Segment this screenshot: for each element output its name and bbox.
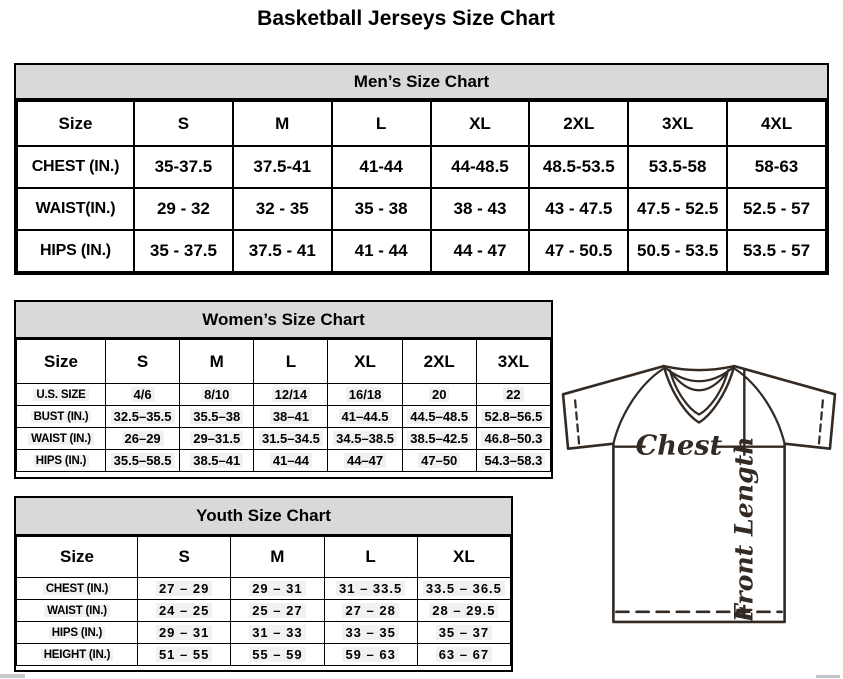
cell-value: 33 – 35: [342, 625, 398, 640]
value-cell: [402, 384, 476, 406]
size-header-cell: [17, 340, 106, 384]
value-cell: [231, 644, 324, 666]
value-cell: [324, 622, 417, 644]
column-header-cell: [431, 101, 530, 146]
size-header-cell: [17, 537, 138, 578]
table-row: [17, 644, 511, 666]
front-length-label: Front Length: [728, 436, 759, 623]
cell-value: 27 – 29: [156, 581, 212, 596]
cell-value: 51 – 55: [156, 647, 212, 662]
cell-value: 31 – 33: [249, 625, 305, 640]
row-label: WAIST(IN.): [35, 200, 116, 217]
row-label-cell: [17, 428, 106, 450]
column-header-label: S: [178, 547, 190, 566]
column-header-label: L: [375, 113, 387, 133]
cell-value: 4/6: [131, 387, 155, 402]
row-label-cell: [17, 600, 138, 622]
value-cell: [106, 428, 180, 450]
cell-value: 20: [429, 387, 449, 402]
cell-value: 8/10: [201, 387, 232, 402]
column-header-label: M: [275, 113, 290, 133]
cell-value: 59 – 63: [342, 647, 398, 662]
value-cell: [529, 146, 628, 188]
cell-value: 25 – 27: [249, 603, 305, 618]
value-cell: [138, 578, 231, 600]
cell-value: 58-63: [754, 157, 799, 176]
cell-value: 16/18: [346, 387, 385, 402]
cell-value: 28 – 29.5: [429, 603, 498, 618]
cell-value: 48.5-53.5: [542, 157, 615, 176]
womens-table-grid: [16, 339, 551, 472]
header-row: [17, 101, 826, 146]
cell-value: 44–47: [344, 453, 386, 468]
cell-value: 27 – 28: [342, 603, 398, 618]
cell-value: 41–44.5: [339, 409, 392, 424]
value-cell: [476, 406, 550, 428]
table-row: [17, 406, 551, 428]
value-cell: [328, 384, 402, 406]
cell-value: 38–41: [270, 409, 312, 424]
cell-value: 12/14: [272, 387, 311, 402]
value-cell: [417, 600, 510, 622]
cell-value: 35 – 37: [436, 625, 492, 640]
cell-value: 41 - 44: [354, 241, 408, 260]
table-row: [17, 188, 826, 230]
cell-value: 31 – 33.5: [336, 581, 405, 596]
value-cell: [476, 384, 550, 406]
column-header-cell: [138, 537, 231, 578]
column-header-label: 3XL: [497, 351, 529, 371]
value-cell: [431, 146, 530, 188]
value-cell: [628, 188, 727, 230]
value-cell: [138, 600, 231, 622]
column-header-label: XL: [469, 113, 491, 133]
column-header-label: 2XL: [563, 113, 595, 133]
cell-value: 44 - 47: [453, 241, 507, 260]
column-header-label: 2XL: [423, 351, 455, 371]
table-row: [17, 600, 511, 622]
column-header-label: 3XL: [662, 113, 694, 133]
value-cell: [233, 230, 332, 272]
jersey-measurement-diagram: [558, 356, 840, 628]
cell-value: 32 - 35: [255, 199, 309, 218]
value-cell: [417, 644, 510, 666]
value-cell: [328, 428, 402, 450]
jersey-diagram-svg: [558, 356, 840, 628]
size-header-cell: [17, 101, 134, 146]
column-header-label: S: [177, 113, 190, 133]
right-armhole-seam: [735, 369, 784, 444]
table-row: [17, 450, 551, 472]
column-header-label: M: [209, 351, 224, 371]
cell-value: 38.5–41: [190, 453, 243, 468]
value-cell: [417, 578, 510, 600]
value-cell: [529, 230, 628, 272]
row-label-cell: [17, 188, 134, 230]
row-label: HIPS (IN.): [33, 455, 89, 467]
value-cell: [529, 188, 628, 230]
column-header-label: Size: [43, 351, 79, 371]
table-row: [17, 384, 551, 406]
value-cell: [476, 428, 550, 450]
value-cell: [431, 188, 530, 230]
column-header-cell: [134, 101, 233, 146]
cell-value: 44-48.5: [451, 157, 509, 176]
value-cell: [180, 406, 254, 428]
mens-table-grid: [16, 100, 827, 273]
cell-value: 35-37.5: [154, 157, 213, 176]
value-cell: [628, 146, 727, 188]
row-label: HIPS (IN.): [40, 242, 111, 259]
jersey-outline: [563, 366, 835, 622]
cell-value: 38 - 43: [453, 199, 507, 218]
cell-value: 37.5 - 41: [248, 241, 316, 260]
youth-table-title: Youth Size Chart: [16, 498, 511, 536]
cell-value: 50.5 - 53.5: [637, 241, 719, 260]
cell-value: 43 - 47.5: [545, 199, 613, 218]
value-cell: [324, 578, 417, 600]
value-cell: [134, 146, 233, 188]
value-cell: [402, 450, 476, 472]
row-label-cell: [17, 384, 106, 406]
cell-value: 29 - 32: [156, 199, 210, 218]
row-label: BUST (IN.): [31, 411, 92, 423]
value-cell: [138, 644, 231, 666]
cell-value: 54.3–58.3: [481, 453, 545, 468]
cell-value: 53.5-58: [648, 157, 707, 176]
cell-value: 29 – 31: [249, 581, 305, 596]
row-label-cell: [17, 622, 138, 644]
cell-value: 35.5–38: [190, 409, 243, 424]
value-cell: [402, 406, 476, 428]
row-label: HIPS (IN.): [49, 627, 105, 639]
value-cell: [332, 146, 431, 188]
column-header-label: XL: [453, 547, 475, 566]
value-cell: [254, 406, 328, 428]
cell-value: 52.8–56.5: [481, 409, 545, 424]
page-title: Basketball Jerseys Size Chart: [257, 7, 555, 30]
cell-value: 31.5–34.5: [259, 431, 323, 446]
cell-value: 26–29: [122, 431, 164, 446]
value-cell: [231, 600, 324, 622]
mens-table-title: Men’s Size Chart: [16, 65, 827, 100]
column-header-label: M: [270, 547, 285, 566]
value-cell: [328, 450, 402, 472]
table-row: [17, 578, 511, 600]
row-label-cell: [17, 450, 106, 472]
right-cuff-dashed-line: [819, 400, 823, 444]
row-label-cell: [17, 406, 106, 428]
cell-value: 41-44: [359, 157, 403, 176]
cell-value: 37.5-41: [253, 157, 312, 176]
header-row: [17, 340, 551, 384]
value-cell: [106, 406, 180, 428]
value-cell: [254, 428, 328, 450]
column-header-label: XL: [354, 351, 376, 371]
cell-value: 32.5–35.5: [111, 409, 175, 424]
column-header-label: L: [365, 547, 376, 566]
row-label-cell: [17, 230, 134, 272]
column-header-cell: [628, 101, 727, 146]
value-cell: [727, 188, 826, 230]
row-label: HEIGHT (IN.): [41, 649, 114, 661]
row-label: CHEST (IN.): [43, 583, 111, 595]
table-row: [17, 622, 511, 644]
column-header-cell: [476, 340, 550, 384]
value-cell: [402, 428, 476, 450]
cell-value: 44.5–48.5: [407, 409, 471, 424]
value-cell: [628, 230, 727, 272]
value-cell: [233, 146, 332, 188]
value-cell: [106, 384, 180, 406]
column-header-label: Size: [58, 113, 93, 133]
value-cell: [231, 622, 324, 644]
womens-size-table: [14, 300, 553, 479]
value-cell: [138, 622, 231, 644]
value-cell: [233, 188, 332, 230]
cell-value: 41–44: [270, 453, 312, 468]
column-header-cell: [328, 340, 402, 384]
cell-value: 46.8–50.3: [481, 431, 545, 446]
table-row: [17, 146, 826, 188]
column-header-cell: [231, 537, 324, 578]
column-header-label: Size: [59, 547, 95, 566]
cell-value: 55 – 59: [249, 647, 305, 662]
value-cell: [180, 450, 254, 472]
value-cell: [328, 406, 402, 428]
column-header-label: L: [285, 351, 297, 371]
column-header-cell: [233, 101, 332, 146]
column-header-cell: [332, 101, 431, 146]
value-cell: [727, 146, 826, 188]
value-cell: [332, 230, 431, 272]
cell-value: 53.5 - 57: [742, 241, 811, 260]
womens-table-title: Women’s Size Chart: [16, 302, 551, 339]
row-label-cell: [17, 644, 138, 666]
cell-value: 34.5–38.5: [333, 431, 397, 446]
value-cell: [106, 450, 180, 472]
column-header-cell: [324, 537, 417, 578]
cell-value: 24 – 25: [156, 603, 212, 618]
header-row: [17, 537, 511, 578]
cell-value: 35.5–58.5: [111, 453, 175, 468]
mens-size-table: [14, 63, 829, 275]
value-cell: [134, 188, 233, 230]
chest-label: Chest: [635, 429, 723, 462]
value-cell: [254, 384, 328, 406]
column-header-label: 4XL: [760, 113, 793, 133]
value-cell: [431, 230, 530, 272]
column-header-label: S: [136, 351, 149, 371]
value-cell: [727, 230, 826, 272]
value-cell: [417, 622, 510, 644]
table-row: [17, 230, 826, 272]
cropped-fragment-right: [816, 675, 840, 678]
column-header-cell: [106, 340, 180, 384]
cell-value: 63 – 67: [436, 647, 492, 662]
column-header-cell: [417, 537, 510, 578]
value-cell: [476, 450, 550, 472]
column-header-cell: [402, 340, 476, 384]
row-label-cell: [17, 578, 138, 600]
value-cell: [231, 578, 324, 600]
column-header-cell: [529, 101, 628, 146]
cell-value: 33.5 – 36.5: [423, 581, 505, 596]
cell-value: 35 - 38: [354, 199, 408, 218]
column-header-cell: [180, 340, 254, 384]
row-label: CHEST (IN.): [31, 158, 120, 175]
cell-value: 47.5 - 52.5: [637, 199, 719, 218]
value-cell: [254, 450, 328, 472]
value-cell: [180, 384, 254, 406]
youth-table-grid: [16, 536, 511, 666]
row-label: WAIST (IN.): [44, 605, 110, 617]
cell-value: 22: [503, 387, 523, 402]
value-cell: [324, 600, 417, 622]
value-cell: [332, 188, 431, 230]
collar-top-edge: [664, 366, 735, 370]
cell-value: 29 – 31: [156, 625, 212, 640]
row-label-cell: [17, 146, 134, 188]
youth-size-table: [14, 496, 513, 672]
table-row: [17, 428, 551, 450]
left-cuff-dashed-line: [575, 400, 579, 444]
cell-value: 47 - 50.5: [545, 241, 613, 260]
cell-value: 47–50: [418, 453, 460, 468]
value-cell: [134, 230, 233, 272]
cell-value: 38.5–42.5: [407, 431, 471, 446]
row-label: WAIST (IN.): [28, 433, 94, 445]
row-label: U.S. SIZE: [33, 389, 88, 401]
cropped-fragment-left: [0, 674, 25, 678]
value-cell: [180, 428, 254, 450]
cell-value: 29–31.5: [190, 431, 243, 446]
column-header-cell: [727, 101, 826, 146]
value-cell: [324, 644, 417, 666]
column-header-cell: [254, 340, 328, 384]
cell-value: 52.5 - 57: [742, 199, 811, 218]
cell-value: 35 - 37.5: [149, 241, 217, 260]
